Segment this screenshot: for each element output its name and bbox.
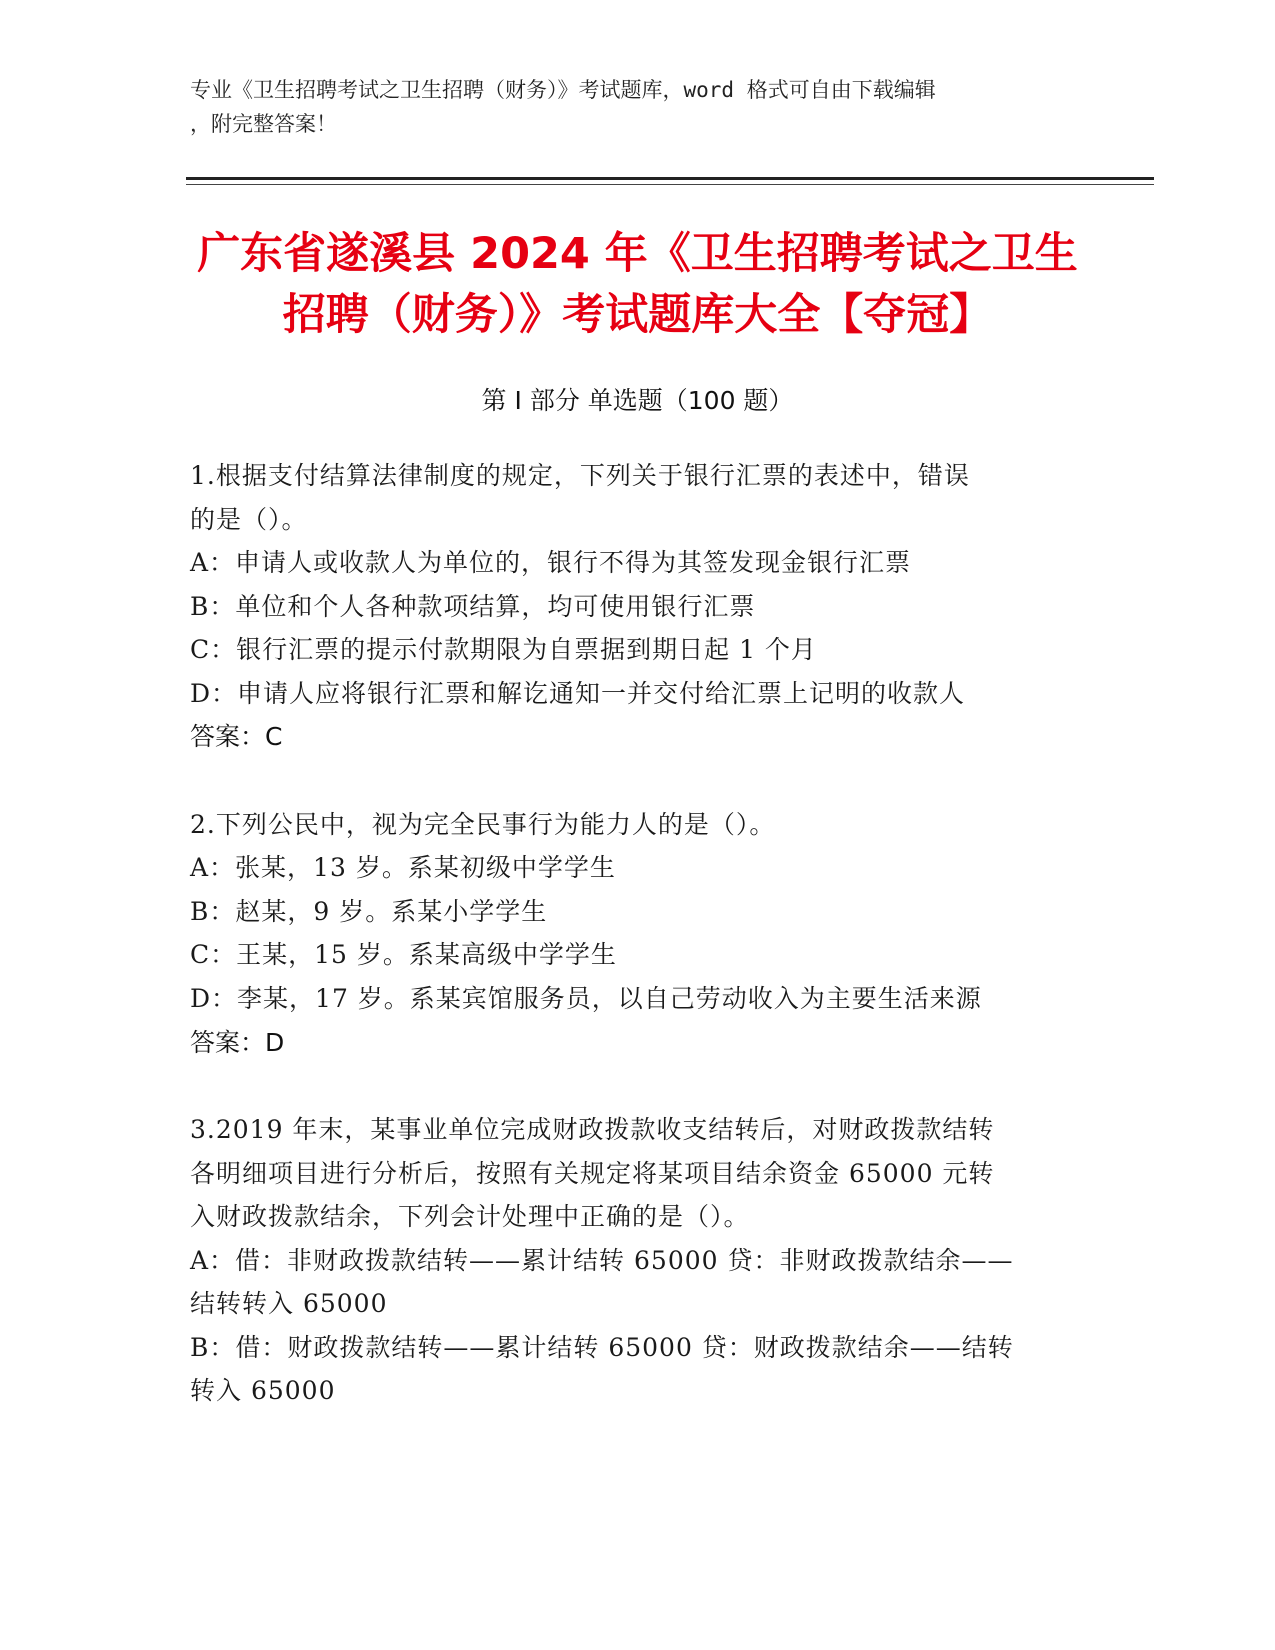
header-note	[190, 73, 1070, 141]
title-line: 广东省遂溪县 2024 年《卫生招聘考试之卫生	[197, 229, 1078, 279]
document-title	[150, 224, 1125, 346]
header-divider-thin	[186, 184, 1154, 185]
header-divider-thick	[186, 177, 1154, 180]
section-heading: 第 I 部分 单选题（100 题）	[481, 386, 794, 415]
answer-label: 答案：D	[190, 1028, 285, 1057]
option-c: C：王某，15 岁。系某高级中学学生	[190, 940, 617, 969]
option-b: B：单位和个人各种款项结算，均可使用银行汇票	[190, 592, 756, 621]
option-d: D：李某，17 岁。系某宾馆服务员，以自己劳动收入为主要生活来源	[190, 984, 982, 1013]
question-stem-line: 2.下列公民中，视为完全民事行为能力人的是（）。	[190, 810, 776, 839]
question-stem-line: 1.根据支付结算法律制度的规定，下列关于银行汇票的表述中，错误	[190, 461, 970, 490]
header-note-line: 专业《卫生招聘考试之卫生招聘（财务）》考试题库，word 格式可自由下载编辑	[190, 78, 936, 102]
option-d: D：申请人应将银行汇票和解讫通知一并交付给汇票上记明的收款人	[190, 679, 966, 708]
question-stem-line: 各明细项目进行分析后，按照有关规定将某项目结余资金 65000 元转	[190, 1159, 995, 1188]
question-stem-line: 入财政拨款结余，下列会计处理中正确的是（）。	[190, 1202, 750, 1231]
title-line: 招聘（财务）》考试题库大全【夺冠】	[282, 290, 993, 340]
answer-label: 答案：C	[190, 722, 283, 751]
question-stem-line: 3.2019 年末，某事业单位完成财政拨款收支结转后，对财政拨款结转	[190, 1115, 995, 1144]
option-a: A：借：非财政拨款结转——累计结转 65000 贷：非财政拨款结余——	[190, 1246, 1014, 1275]
option-a: A：申请人或收款人为单位的，银行不得为其签发现金银行汇票	[190, 548, 912, 577]
option-b: B：赵某，9 岁。系某小学学生	[190, 897, 548, 926]
option-c: C：银行汇票的提示付款期限为自票据到期日起 1 个月	[190, 635, 817, 664]
header-note-line: ，附完整答案！	[190, 112, 337, 136]
option-a-continued: 结转转入 65000	[190, 1289, 388, 1318]
option-b-continued: 转入 65000	[190, 1376, 336, 1405]
option-a: A：张某，13 岁。系某初级中学学生	[190, 853, 616, 882]
question-stem-line: 的是（）。	[190, 505, 308, 534]
option-b: B：借：财政拨款结转——累计结转 65000 贷：财政拨款结余——结转	[190, 1333, 1014, 1362]
